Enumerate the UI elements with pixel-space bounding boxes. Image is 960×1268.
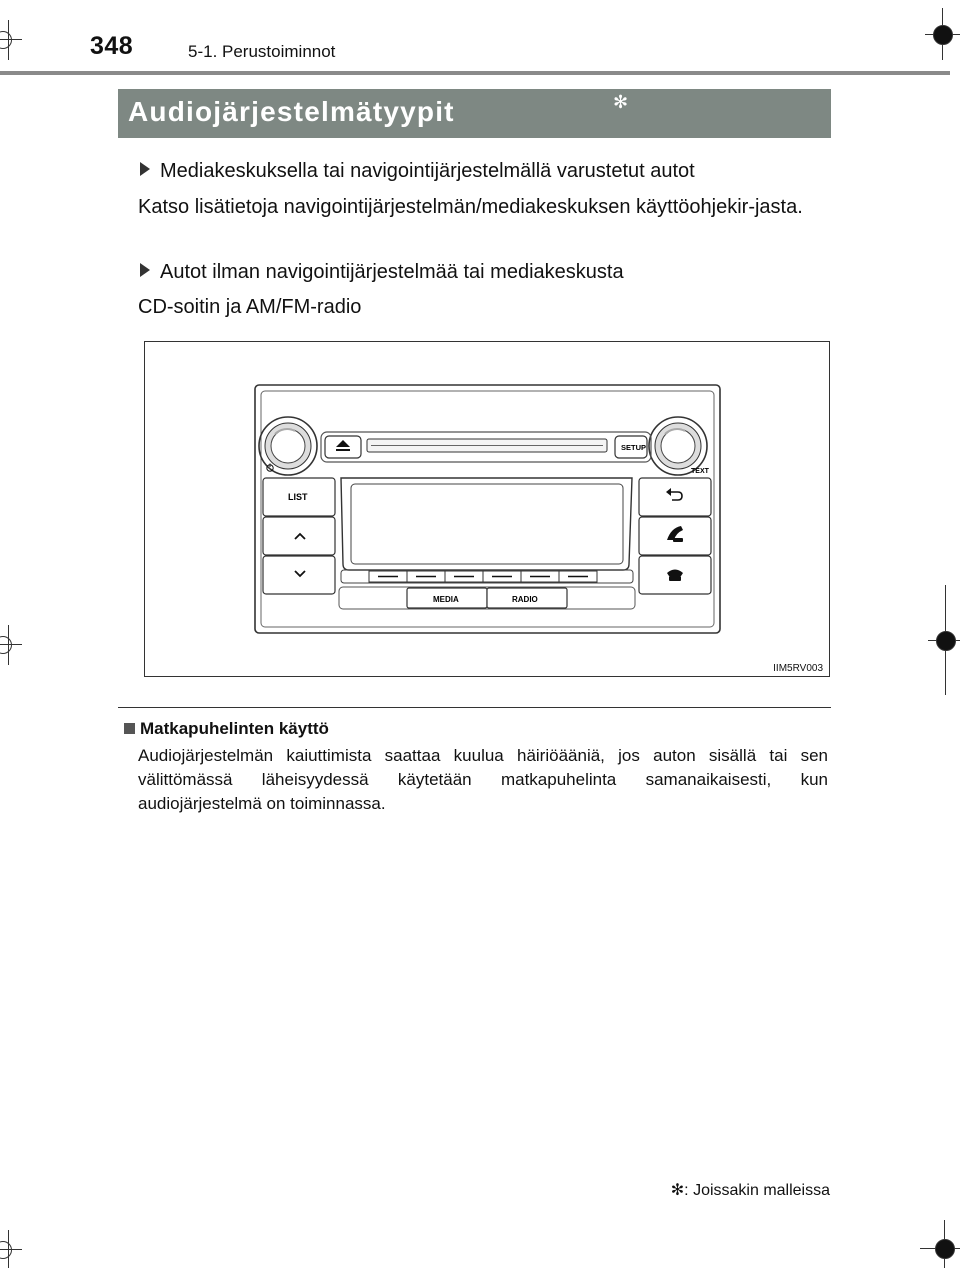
footnote: ✻: Joissakin malleissa [670, 1182, 830, 1199]
triangle-bullet-icon [140, 263, 150, 277]
crop-mark-mid-right [928, 585, 960, 695]
list-button-label: LIST [288, 492, 308, 502]
back-arrow-icon [666, 488, 682, 500]
tune-knob-icon [649, 417, 707, 475]
crop-mark-bottom-right [920, 1215, 960, 1268]
setup-button-label: SETUP [621, 443, 647, 452]
section-title: Audiojärjestelmätyypit [128, 96, 455, 127]
media-button-label: MEDIA [433, 595, 459, 604]
crop-mark-mid-left [0, 620, 30, 670]
radio-button-label: RADIO [512, 595, 538, 604]
paragraph-navigation-models: Katso lisätietoja navigointijärjestelmän/mediakeskuksen käyttöohjekir-jasta. [138, 196, 803, 218]
audio-unit-figure [144, 341, 830, 677]
back-button [639, 478, 711, 516]
bullet-navigation-models: Mediakeskuksella tai navigointijärjestelmällä varustetut autot [140, 160, 695, 183]
note-body: Audiojärjestelmän kaiuttimista saattaa kuulua häiriöääniä, jos auton sisällä tai sen välittömässä läheisyydessä käytetään matkapuhelinta samanaikaisesti, kun audiojärjestelmä on toiminnassa. [138, 746, 828, 813]
page-number: 348 [90, 32, 134, 60]
asterisk-icon: ✻ [613, 92, 629, 112]
square-bullet-icon [124, 723, 135, 734]
chevron-up-icon [295, 534, 305, 539]
bullet-non-navigation-models: Autot ilman navigointijärjestelmää tai mediakeskusta [140, 261, 624, 284]
note-heading: Matkapuhelinten käyttö [124, 719, 329, 739]
phone-on-hook-icon [667, 570, 683, 582]
section-rule [118, 707, 831, 708]
preset-buttons [369, 571, 597, 582]
figure-code: IIM5RV003 [773, 663, 823, 674]
header-rule [0, 71, 950, 75]
crop-mark-bottom-left [0, 1225, 30, 1268]
section-reference: 5-1. Perustoiminnot [188, 42, 336, 61]
audio-unit-illustration [145, 342, 829, 676]
triangle-bullet-icon [140, 162, 150, 176]
crop-mark-top-left [0, 20, 30, 60]
paragraph-non-navigation-models: CD-soitin ja AM/FM-radio [138, 296, 362, 318]
chevron-down-icon [295, 571, 305, 576]
crop-mark-top-right [925, 0, 960, 60]
text-button-label: TEXT [691, 468, 709, 475]
asterisk-icon: ✻ [670, 1182, 685, 1199]
phone-off-hook-icon [667, 526, 683, 542]
section-title-bar [118, 89, 831, 138]
